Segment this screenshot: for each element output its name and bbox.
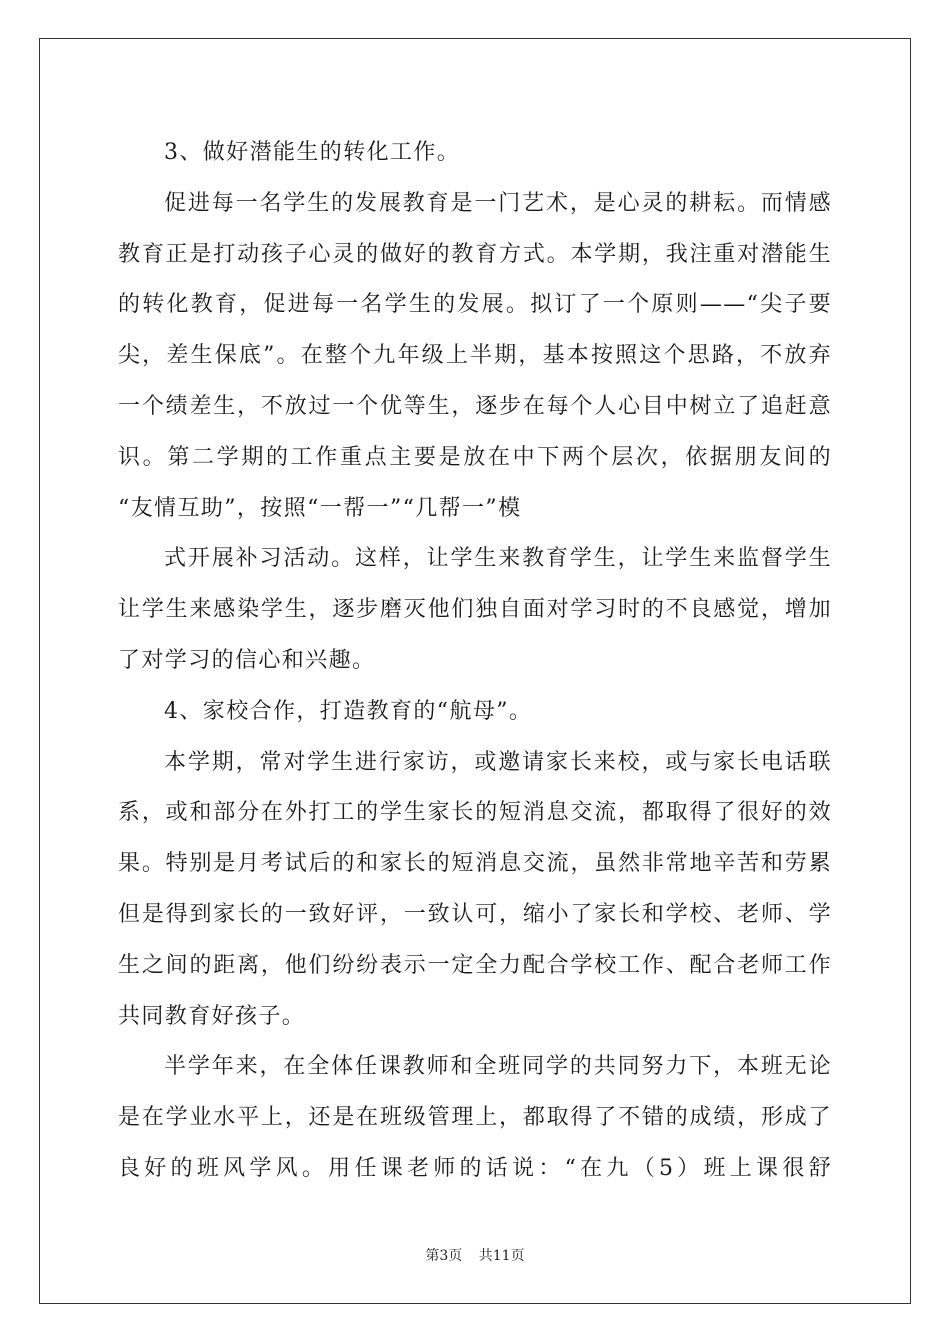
paragraph-line: 让学生来感染学生，逐步磨灭他们独自面对学习时的不良感觉，增加 [118, 597, 832, 623]
paragraph-line: 良好的班风学风。用任课老师的话说：“在九（5）班上课很舒 [118, 1155, 832, 1181]
page-number: 第3页 [425, 1248, 463, 1264]
paragraph-line: 共同教育好孩子。 [118, 1003, 306, 1029]
paragraph-line: 尖，差生保底”。在整个九年级上半期，基本按照这个思路，不放弃 [118, 343, 832, 369]
paragraph-line: 是在学业水平上，还是在班级管理上，都取得了不错的成绩，形成了 [118, 1105, 832, 1131]
paragraph-line: 促进每一名学生的发展教育是一门艺术，是心灵的耕耘。而情感 [164, 190, 832, 216]
paragraph-line: 了对学习的信心和兴趣。 [118, 647, 376, 673]
paragraph-line: 生之间的距离，他们纷纷表示一定全力配合学校工作、配合老师工作 [118, 952, 832, 978]
paragraph-line: 半学年来，在全体任课教师和全班同学的共同努力下，本班无论 [164, 1054, 832, 1080]
page-total: 共11页 [478, 1248, 525, 1264]
page-footer [0, 1245, 950, 1265]
paragraph-line: 果。特别是月考试后的和家长的短消息交流，虽然非常地辛苦和劳累 [118, 851, 832, 877]
paragraph-line: 识。第二学期的工作重点主要是放在中下两个层次，依据朋友间的 [118, 444, 832, 470]
paragraph-line: 但是得到家长的一致好评，一致认可，缩小了家长和学校、老师、学 [118, 901, 832, 927]
paragraph-line: 一个绩差生，不放过一个优等生，逐步在每个人心目中树立了追赶意 [118, 393, 832, 419]
paragraph-line: 教育正是打动孩子心灵的做好的教育方式。本学期，我注重对潜能生 [118, 241, 832, 267]
paragraph-line: 的转化教育，促进每一名学生的发展。拟订了一个原则——“尖子要 [118, 292, 832, 318]
section-heading-3: 3、做好潜能生的转化工作。 [164, 140, 461, 165]
document-body [118, 128, 832, 1195]
paragraph-line: 系，或和部分在外打工的学生家长的短消息交流，都取得了很好的效 [118, 800, 832, 826]
paragraph-line: 式开展补习活动。这样，让学生来教育学生，让学生来监督学生 [164, 546, 832, 572]
paragraph-line: “友情互助”，按照“一帮一”“几帮一”模 [118, 495, 522, 521]
paragraph-line: 本学期，常对学生进行家访，或邀请家长来校，或与家长电话联 [164, 749, 832, 775]
section-heading-4: 4、家校合作，打造教育的“航母”。 [164, 698, 533, 724]
